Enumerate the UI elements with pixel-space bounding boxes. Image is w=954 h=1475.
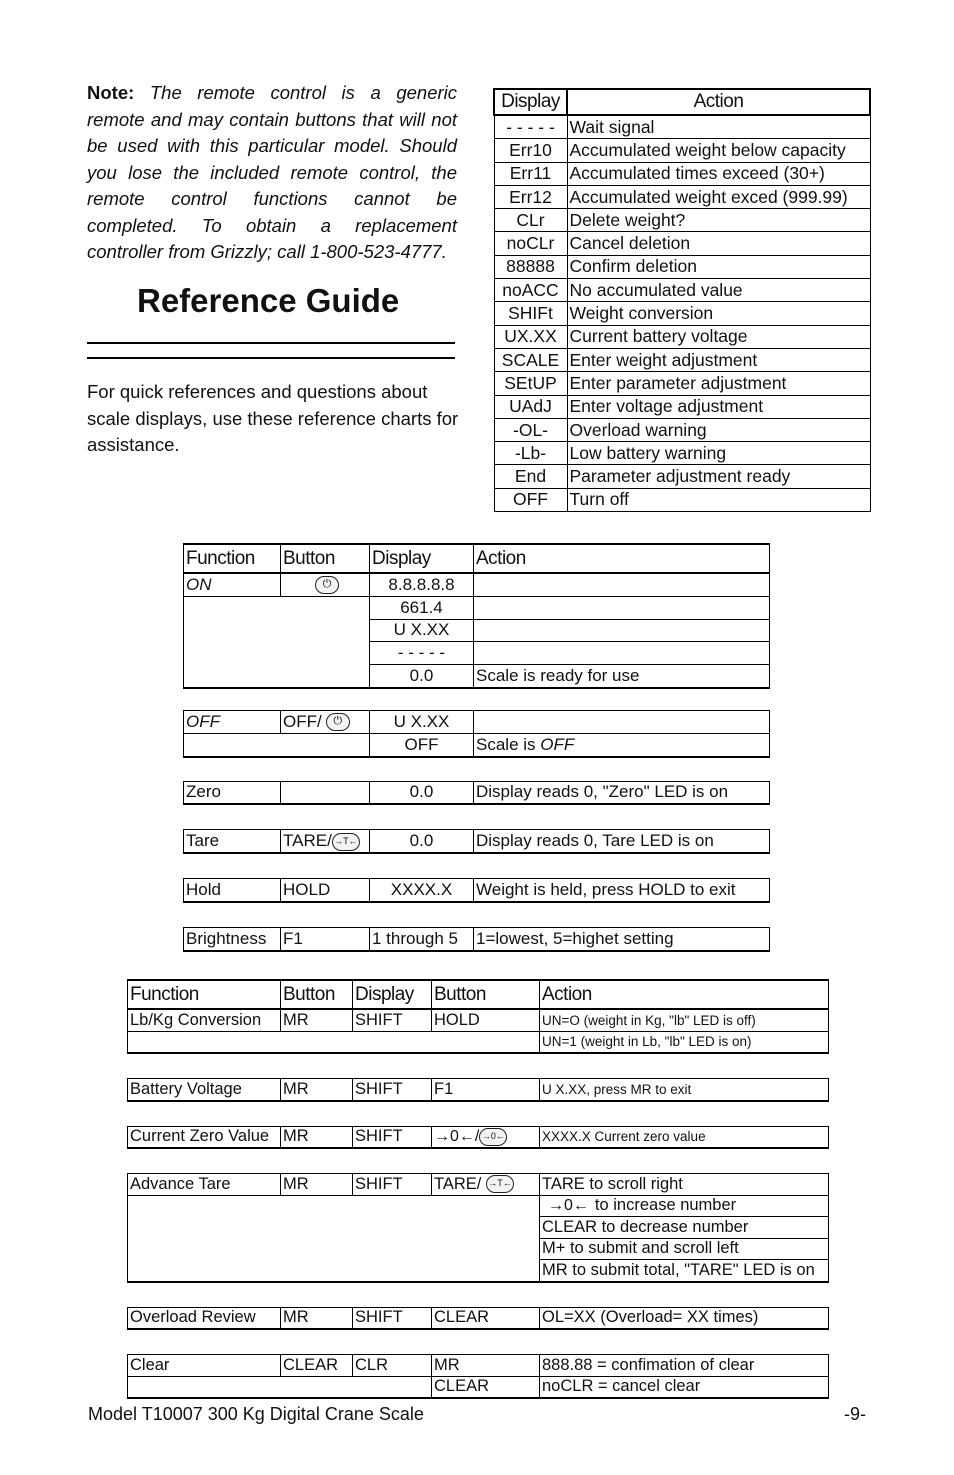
note-paragraph [87,80,457,266]
table-row [494,185,870,208]
display-action: Accumulated weight exced (999.99) [567,185,870,208]
table-row [494,372,870,395]
zero-arrows-icon: →0←/ [434,1127,480,1145]
action-cell [474,642,770,665]
tare-icon: →T← [332,833,360,851]
display-action: Overload warning [567,418,870,441]
button-cell: HOLD [281,879,370,902]
table-row: UN=1 (weight in Lb, "lb" LED is on) [128,1031,829,1053]
action-cell: Scale is ready for use [474,665,770,688]
action-cell: 1=lowest, 5=highet setting [474,927,770,950]
display-code: SEtUP [494,372,567,395]
table-row [494,232,870,255]
display-cell: 1 through 5 [370,927,474,950]
display-cell: 0.0 [370,830,474,853]
display-action: Low battery warning [567,442,870,465]
footer-model: Model T10007 300 Kg Digital Crane Scale [88,1404,424,1424]
display-code: UAdJ [494,395,567,418]
display-code: Err12 [494,185,567,208]
display-cell: 0.0 [370,781,474,804]
button-cell: TARE/ →T← [281,830,370,853]
table-row: Current Zero Value MR SHIFT →0←/ →0← XXXX.X Current zero value [128,1126,829,1148]
table-row [494,395,870,418]
action-cell: Display reads 0, Tare LED is on [474,830,770,853]
title-rule-bottom [87,357,455,359]
button-cell: F1 [281,927,370,950]
header-action: Action [540,980,829,1009]
display-action: Accumulated times exceed (30+) [567,162,870,185]
table-row [184,619,770,642]
table-row [494,302,870,325]
button-cell [432,1126,540,1148]
table-row [184,781,770,804]
table-row: MR to submit total, "TARE" LED is on [128,1260,829,1282]
table-row [184,573,770,596]
display-cell: U X.XX [370,710,474,733]
table-row [494,255,870,278]
title-rule-top [87,342,455,344]
table-row [494,115,870,139]
button-cell [281,781,370,804]
shift-function-table [127,979,829,1399]
intro-paragraph: For quick references and questions about scale displays, use these reference charts for assistance. [87,381,459,455]
display-code: End [494,465,567,488]
display-code: Err10 [494,139,567,162]
header-button: Button [281,544,370,573]
display-action: Confirm deletion [567,255,870,278]
table-row [494,162,870,185]
table-row: Overload Review MR SHIFT CLEAR OL=XX (Overload= XX times) [128,1307,829,1329]
function-off: OFF [184,710,281,733]
display-code: noACC [494,279,567,302]
display-code: noCLr [494,232,567,255]
table-row [494,348,870,371]
table-row: CLEAR to decrease number [128,1217,829,1239]
display-cell: XXXX.X [370,879,474,902]
table-row [494,209,870,232]
display-code: Err11 [494,162,567,185]
display-code: OFF [494,488,567,511]
display-action: Enter weight adjustment [567,348,870,371]
display-action: Weight conversion [567,302,870,325]
table-row [494,325,870,348]
action-cell: Display reads 0, "Zero" LED is on [474,781,770,804]
action-cell [474,596,770,619]
tare-icon: →T← [486,1175,514,1193]
note-label: Note: [87,82,135,103]
function-zero: Zero [184,781,281,804]
header-function: Function [128,980,281,1009]
display-code: UX.XX [494,325,567,348]
display-code: -OL- [494,418,567,441]
power-icon: ⏻ [326,713,350,731]
table-row [184,879,770,902]
header-display: Display [353,980,432,1009]
display-code: CLr [494,209,567,232]
function-brightness: Brightness [184,927,281,950]
action-cell [474,710,770,733]
table-row [494,139,870,162]
table-row [494,279,870,302]
display-action: Delete weight? [567,209,870,232]
display-cell: OFF [370,733,474,756]
table-row: CLEAR noCLR = cancel clear [128,1376,829,1398]
action-cell [474,573,770,596]
display-cell: 0.0 [370,665,474,688]
table-row: Clear CLEAR CLR MR 888.88 = confimation of clear [128,1355,829,1377]
display-action: Current battery voltage [567,325,870,348]
table-row [184,665,770,688]
note-text: The remote control is a generic remote and may contain buttons that will not be used with this particular model. Should you lose the included remote control, the remote control functions cannot be completed. To obtain a replacement controller from Grizzly; call 1-800-523-4777. [87,82,458,262]
display-action-table [493,88,871,512]
header-action: Action [567,89,870,115]
display-action: Cancel deletion [567,232,870,255]
function-hold: Hold [184,879,281,902]
action-cell [474,619,770,642]
action-cell: Scale is OFF [474,733,770,756]
table-row [184,710,770,733]
display-action: Accumulated weight below capacity [567,139,870,162]
display-action: Wait signal [567,115,870,139]
table-row [494,418,870,441]
button-cell [281,573,370,596]
table-row: Lb/Kg Conversion MR SHIFT HOLD UN=O (weight in Kg, "lb" LED is off) [128,1009,829,1031]
display-action: Turn off [567,488,870,511]
table-row [184,596,770,619]
display-action: No accumulated value [567,279,870,302]
table-row [184,642,770,665]
display-code: - - - - - [494,115,567,139]
button-cell: OFF/ ⏻ [281,710,370,733]
display-cell: 8.8.8.8.8 [370,573,474,596]
table-row [494,488,870,511]
display-action: Enter voltage adjustment [567,395,870,418]
table-row: Advance Tare MR SHIFT TARE/ →T← TARE to scroll right [128,1174,829,1196]
function-on: ON [184,573,281,596]
zero-button-icon: →0← [479,1128,507,1146]
table-row [494,442,870,465]
button-cell: TARE/ →T← [432,1174,540,1196]
header-button-2: Button [432,980,540,1009]
action-cell: Weight is held, press HOLD to exit [474,879,770,902]
header-button: Button [281,980,353,1009]
power-icon: ⏻ [315,576,339,594]
table-row [184,927,770,950]
display-action: Parameter adjustment ready [567,465,870,488]
display-cell: 661.4 [370,596,474,619]
table-row [184,733,770,756]
header-display: Display [494,89,567,115]
function-table [183,543,770,952]
table-row: M+ to submit and scroll left [128,1238,829,1260]
table-row [184,830,770,853]
header-display: Display [370,544,474,573]
zero-arrows-icon: →0← [548,1196,589,1214]
display-code: 88888 [494,255,567,278]
display-action: Enter parameter adjustment [567,372,870,395]
table-row: →0← to increase number [128,1195,829,1217]
display-code: SCALE [494,348,567,371]
header-action: Action [474,544,770,573]
table-row: Battery Voltage MR SHIFT F1 U X.XX, press MR to exit [128,1079,829,1101]
display-code: SHIFt [494,302,567,325]
section-title: Reference Guide [137,282,400,319]
display-cell: - - - - - [370,642,474,665]
display-cell: U X.XX [370,619,474,642]
header-function: Function [184,544,281,573]
function-tare: Tare [184,830,281,853]
table-row [494,465,870,488]
display-code: -Lb- [494,442,567,465]
footer-page-number: -9- [844,1404,866,1424]
